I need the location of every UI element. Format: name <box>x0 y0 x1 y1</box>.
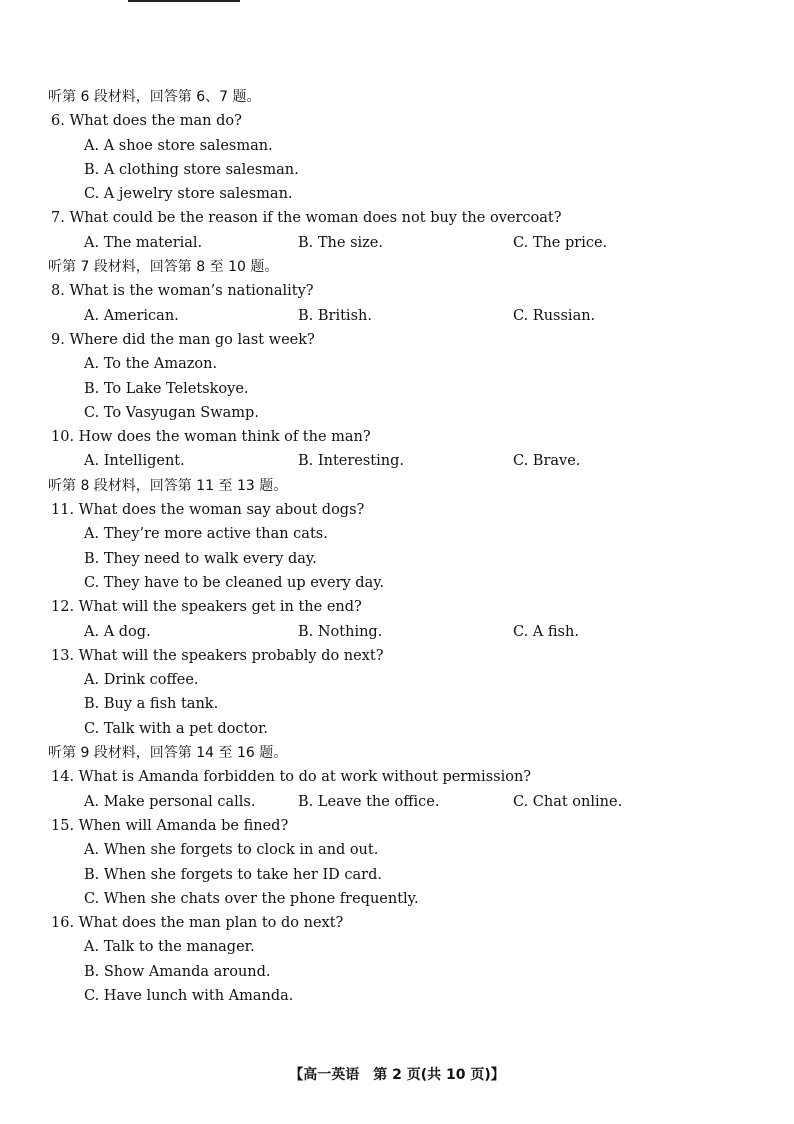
answer-option: B. Leave the office. <box>298 793 440 810</box>
answer-option: C. A jewelry store salesman. <box>84 186 293 203</box>
question-stem: 10. How does the woman think of the man? <box>51 429 371 446</box>
option-row <box>48 231 688 255</box>
answer-option: C. Brave. <box>513 453 581 470</box>
top-rule <box>128 0 240 2</box>
answer-option: B. They need to walk every day. <box>84 550 317 567</box>
question-stem: 12. What will the speakers get in the end? <box>51 599 362 616</box>
answer-option: C. They have to be cleaned up every day. <box>84 574 385 591</box>
answer-option: B. British. <box>298 307 372 324</box>
answer-option: A. When she forgets to clock in and out. <box>84 842 379 859</box>
answer-option: B. Interesting. <box>298 453 404 470</box>
section-heading: 听第 7 段材料，回答第 8 至 10 题。 <box>48 259 279 276</box>
answer-option: C. The price. <box>513 234 608 251</box>
question-stem: 15. When will Amanda be fined? <box>51 817 289 834</box>
answer-option: A. A dog. <box>84 623 151 640</box>
answer-option: C. When she chats over the phone frequently. <box>84 890 419 907</box>
answer-option: C. A fish. <box>513 623 579 640</box>
answer-option: B. The size. <box>298 234 383 251</box>
option-row <box>48 304 688 328</box>
option-row <box>48 790 688 814</box>
answer-option: B. To Lake Teletskoye. <box>84 380 249 397</box>
answer-option: A. A shoe store salesman. <box>84 137 273 154</box>
question-stem: 11. What does the woman say about dogs? <box>51 502 365 519</box>
answer-option: C. Have lunch with Amanda. <box>84 987 294 1004</box>
answer-option: A. American. <box>84 307 179 324</box>
section-heading: 听第 9 段材料，回答第 14 至 16 题。 <box>48 745 288 762</box>
section-heading: 听第 6 段材料，回答第 6、7 题。 <box>48 89 261 105</box>
answer-option: A. To the Amazon. <box>84 356 218 373</box>
answer-option: A. They’re more active than cats. <box>84 526 328 543</box>
answer-option: A. Talk to the manager. <box>84 939 255 956</box>
answer-option: B. Nothing. <box>298 623 383 640</box>
answer-option: A. Drink coffee. <box>84 672 199 689</box>
question-stem: 13. What will the speakers probably do next? <box>51 647 384 664</box>
question-stem: 7. What could be the reason if the woman does not buy the overcoat? <box>51 210 562 227</box>
option-row <box>48 449 688 473</box>
answer-option: A. The material. <box>84 234 203 251</box>
page-footer: 【高一英语 第 2 页(共 10 页)】 <box>289 1067 505 1083</box>
question-list <box>48 85 688 1008</box>
question-stem: 8. What is the woman’s nationality? <box>51 283 314 300</box>
question-stem: 9. Where did the man go last week? <box>51 331 315 348</box>
question-stem: 16. What does the man plan to do next? <box>51 915 344 932</box>
answer-option: C. Talk with a pet doctor. <box>84 720 269 737</box>
option-row <box>48 620 688 644</box>
answer-option: C. To Vasyugan Swamp. <box>84 404 259 421</box>
section-heading: 听第 8 段材料，回答第 11 至 13 题。 <box>48 477 288 494</box>
answer-option: B. Buy a fish tank. <box>84 696 219 713</box>
answer-option: C. Chat online. <box>513 793 623 810</box>
answer-option: B. A clothing store salesman. <box>84 161 299 178</box>
question-stem: 14. What is Amanda forbidden to do at work without permission? <box>51 769 532 786</box>
question-stem: 6. What does the man do? <box>51 113 242 130</box>
answer-option: B. Show Amanda around. <box>84 963 271 980</box>
answer-option: A. Intelligent. <box>84 453 185 470</box>
answer-option: A. Make personal calls. <box>84 793 256 810</box>
answer-option: B. When she forgets to take her ID card. <box>84 866 383 883</box>
answer-option: C. Russian. <box>513 307 596 324</box>
